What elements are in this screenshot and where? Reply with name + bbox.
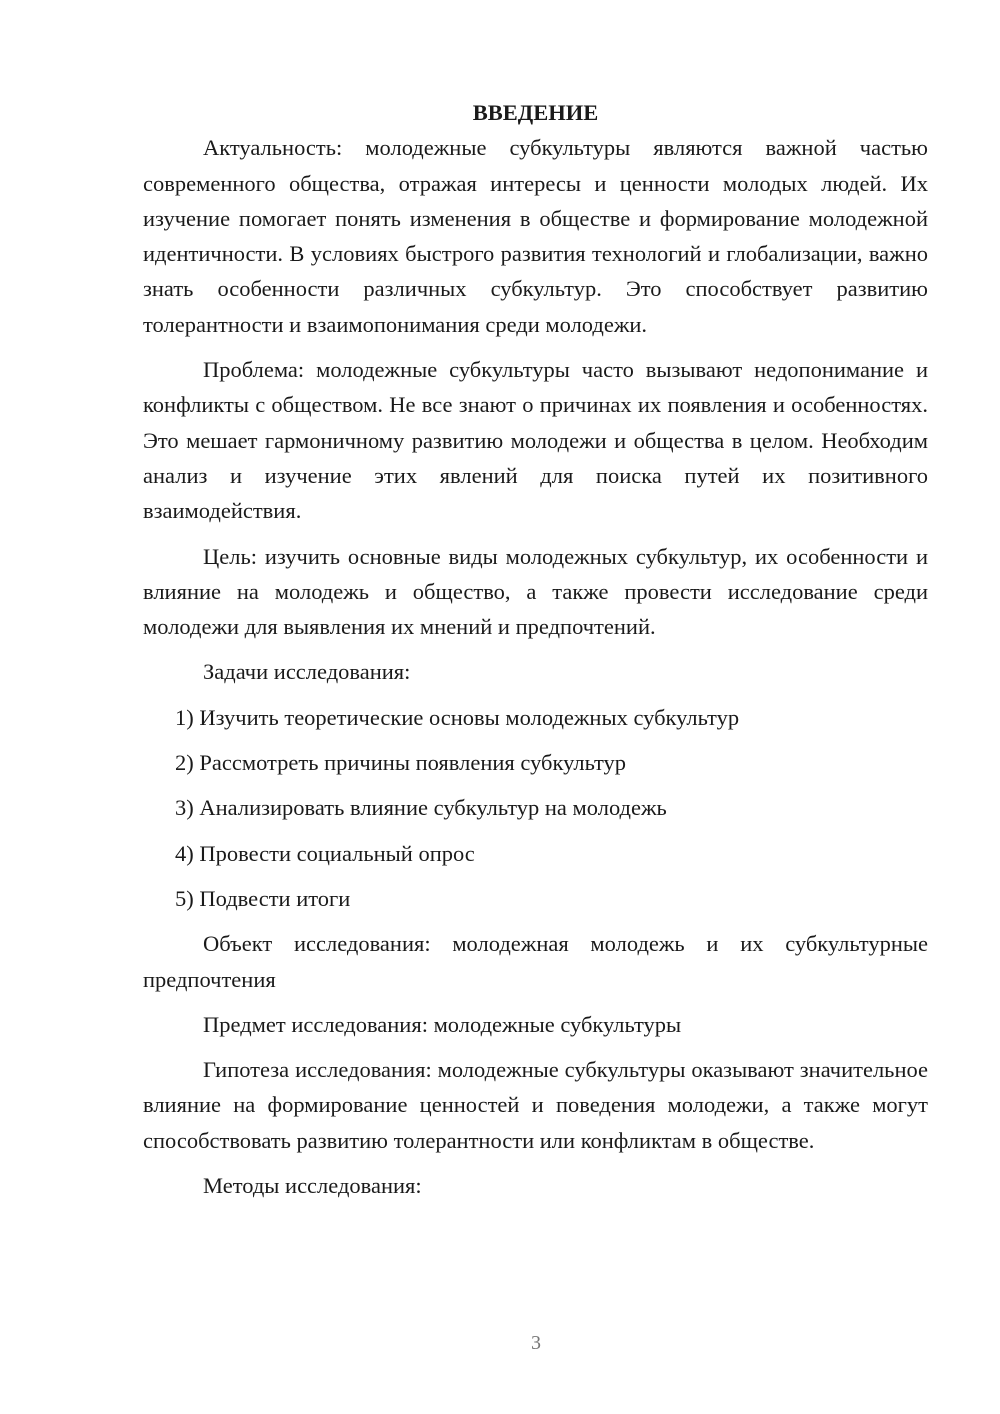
tasks-list: [143, 700, 928, 916]
page-number: 3: [531, 1332, 541, 1354]
subject-paragraph: Предмет исследования: молодежные субкультуры: [203, 1011, 682, 1037]
object-paragraph: Объект исследования: молодежная молодежь и их субкультурные предпочтения: [143, 931, 928, 992]
goal-paragraph: Цель: изучить основные виды молодежных субкультур, их особенности и влияние на молодежь и общество, а также провести исследование среди молодежи для выявления их мнений и предпочтений.: [143, 543, 928, 640]
list-item: 4) Провести социальный опрос: [175, 840, 475, 866]
methods-heading: Методы исследования:: [203, 1173, 422, 1199]
page-content: [143, 95, 928, 1213]
list-item: 3) Анализировать влияние субкультур на молодежь: [175, 795, 667, 821]
problem-paragraph: Проблема: молодежные субкультуры часто вызывают недопонимание и конфликты с обществом. Не все знают о причинах их появления и особенностях. Это мешает гармоничному развитию молодежи и общества в целом. Необходим анализ и изучение этих явлений для поиска путей их позитивного взаимодействия.: [143, 357, 928, 524]
list-item: 2) Рассмотреть причины появления субкультур: [175, 750, 627, 776]
hypothesis-paragraph: Гипотеза исследования: молодежные субкультуры оказывают значительное влияние на формирование ценностей и поведения молодежи, а также могут способствовать развитию толерантности или конфликтам в обществе.: [143, 1057, 928, 1153]
relevance-paragraph: Актуальность: молодежные субкультуры являются важной частью современного общества, отражая интересы и ценности молодых людей. Их изучение помогает понять изменения в обществе и формирование молодежной идентичности. В условиях быстрого развития технологий и глобализации, важно знать особенности различных субкультур. Это способствует развитию толерантности и взаимопонимания среди молодежи.: [143, 135, 928, 337]
list-item: 5) Подвести итоги: [175, 885, 351, 911]
tasks-heading: Задачи исследования:: [203, 659, 411, 685]
section-title: ВВЕДЕНИЕ: [472, 100, 599, 125]
list-item: 1) Изучить теоретические основы молодежных субкультур: [175, 704, 740, 730]
